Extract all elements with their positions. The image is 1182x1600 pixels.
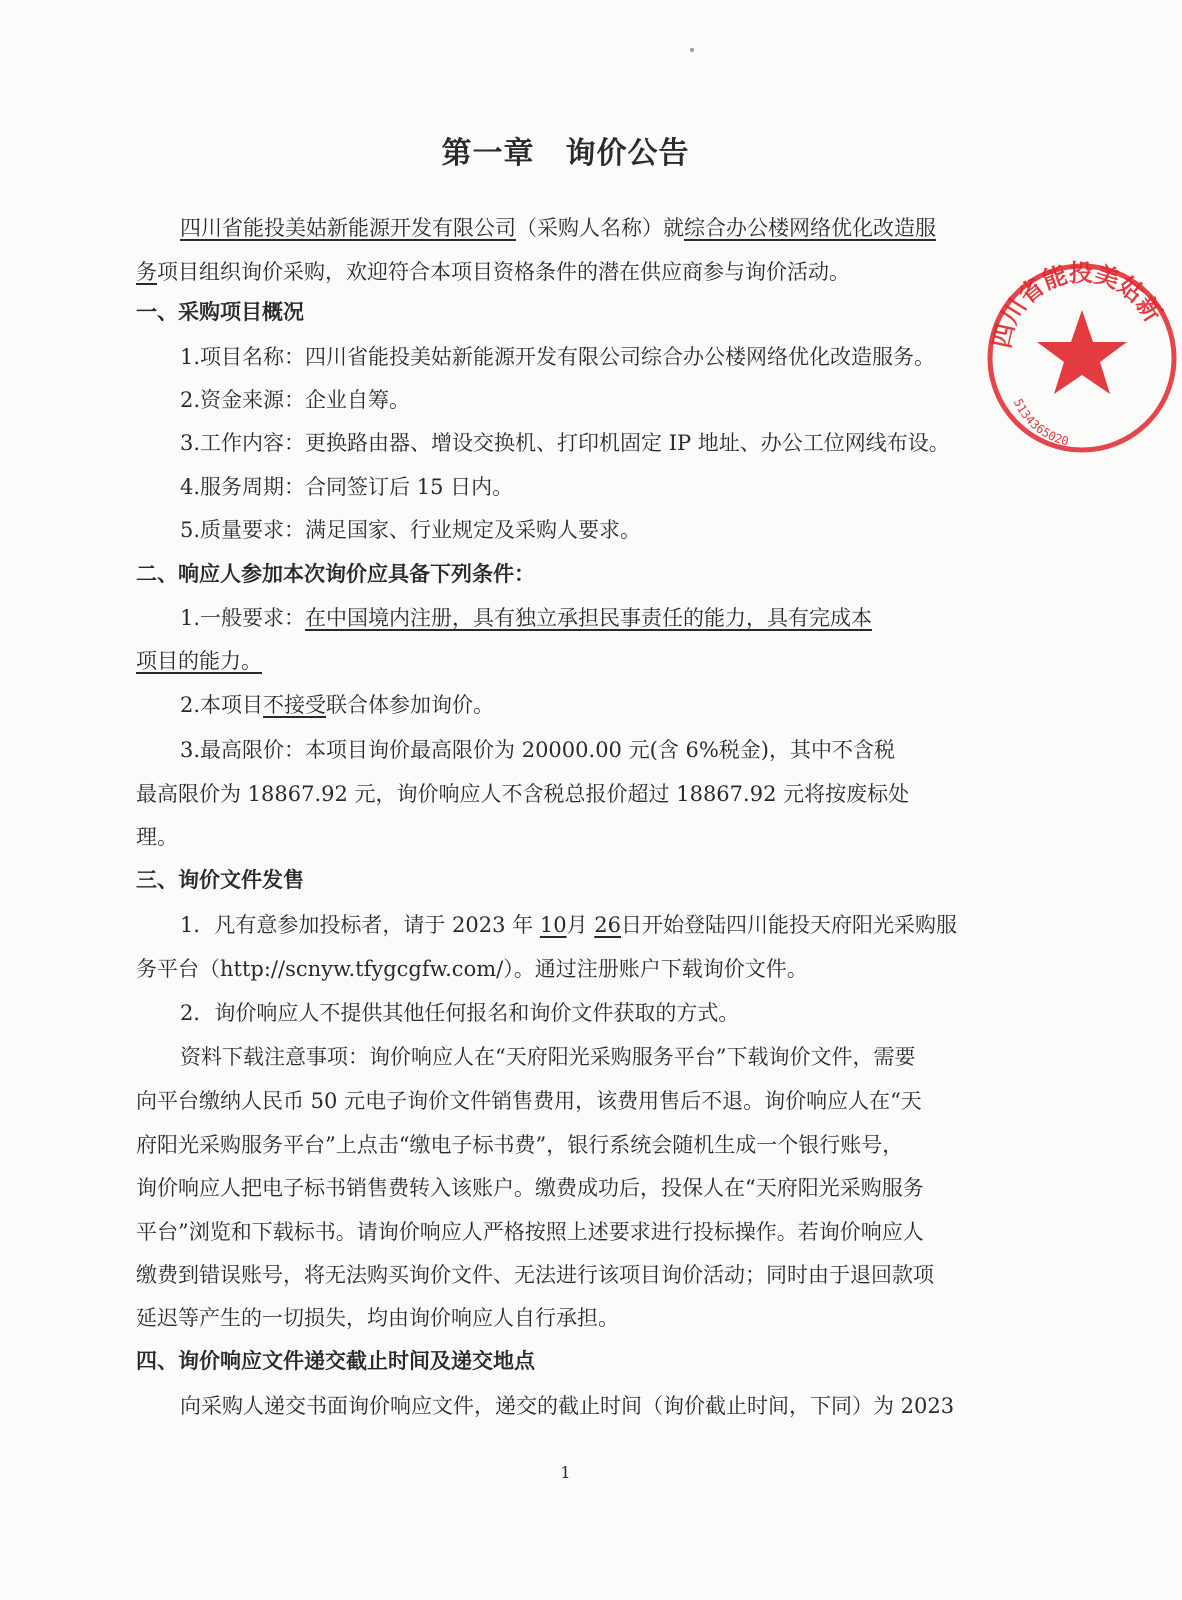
s3-item-1-line-2: 务平台（http://scnyw.tfygcgfw.com/）。通过注册账户下载询价文件。 <box>136 957 808 981</box>
s2-item-3-line-3: 理。 <box>136 825 178 849</box>
s1-item-2: 2.资金来源：企业自筹。 <box>180 388 411 412</box>
start-day: 26 <box>594 913 621 937</box>
s3-note-line-5: 平台”浏览和下载标书。请询价响应人严格按照上述要求进行投标操作。若询价响应人 <box>136 1220 924 1244</box>
intro-text: （采购人名称）就 <box>516 216 684 240</box>
s3-note-line-6: 缴费到错误账号，将无法购买询价文件、无法进行该项目询价活动；同时由于退回款项 <box>136 1263 934 1287</box>
s3-note-line-3: 府阳光采购服务平台”上点击“缴电子标书费”，银行系统会随机生成一个银行账号， <box>136 1133 904 1157</box>
s2-item-1-cont <box>136 651 262 672</box>
scan-speck <box>690 48 694 52</box>
chapter-title: 第一章 询价公告 <box>441 136 690 171</box>
seal-star-icon <box>1037 310 1127 394</box>
s2-item-1 <box>180 608 872 629</box>
s2-item-3-line-2: 最高限价为 18867.92 元，询价响应人不含税总报价超过 18867.92 元将按废标处 <box>136 782 910 806</box>
seal-top-text: 四川省能投美姑新 <box>987 258 1168 351</box>
s3-note-line-4: 询价响应人把电子标书销售费转入该账户。缴费成功后，投保人在“天府阳光采购服务 <box>136 1176 924 1200</box>
intro-text-2: 项目组织询价采购，欢迎符合本项目资格条件的潜在供应商参与询价活动。 <box>157 260 850 284</box>
section-1-heading: 一、采购项目概况 <box>136 300 304 324</box>
section-2-heading: 二、响应人参加本次询价应具备下列条件： <box>136 562 535 586</box>
s2-item-2-underlined: 不接受 <box>263 693 327 717</box>
project-name: 综合办公楼网络优化改造服 <box>684 216 936 240</box>
s3-month-label: 月 <box>566 913 595 937</box>
s3-item-1-text-2: 日开始登陆四川能投天府阳光采购服 <box>621 913 957 937</box>
s1-item-5: 5.质量要求：满足国家、行业规定及采购人要求。 <box>180 518 642 542</box>
s2-item-1-requirement: 在中国境内注册，具有独立承担民事责任的能力，具有完成本 <box>305 606 873 630</box>
s2-item-3-line-1: 3.最高限价：本项目询价最高限价为 20000.00 元(含 6%税金)，其中不含税 <box>180 738 895 762</box>
s4-line-1: 向采购人递交书面询价响应文件，递交的截止时间（询价截止时间，下同）为 2023 <box>180 1394 955 1418</box>
s2-item-2-label: 2.本项目 <box>180 693 264 717</box>
s3-item-1 <box>180 915 957 936</box>
s2-item-1-requirement-cont: 项目的能力。 <box>136 649 262 673</box>
purchaser-name: 四川省能投美姑新能源开发有限公司 <box>180 216 516 240</box>
start-month: 10 <box>539 913 567 937</box>
seal-code-text: 5134365020 <box>1010 396 1071 449</box>
intro-line-1 <box>180 218 936 239</box>
s1-item-1: 1.项目名称：四川省能投美姑新能源开发有限公司综合办公楼网络优化改造服务。 <box>180 345 936 369</box>
s2-item-2-text: 联合体参加询价。 <box>326 693 495 717</box>
s1-item-4: 4.服务周期：合同签订后 15 日内。 <box>180 475 514 499</box>
s3-note-line-7: 延迟等产生的一切损失，均由询价响应人自行承担。 <box>136 1306 619 1330</box>
s3-note-line-2: 向平台缴纳人民币 50 元电子询价文件销售费用，该费用售后不退。询价响应人在“天 <box>136 1089 922 1113</box>
intro-line-2 <box>136 262 850 283</box>
s3-item-1-text: 1．凡有意参加投标者，请于 2023 年 <box>180 913 540 937</box>
project-name-cont: 务 <box>136 260 157 284</box>
section-3-heading: 三、询价文件发售 <box>136 868 304 892</box>
section-4-heading: 四、询价响应文件递交截止时间及递交地点 <box>136 1349 535 1373</box>
official-seal-stamp <box>982 258 1182 458</box>
s2-item-1-label: 1.一般要求： <box>180 606 306 630</box>
s2-item-2 <box>180 695 494 716</box>
s3-item-2: 2．询价响应人不提供其他任何报名和询价文件获取的方式。 <box>180 1001 740 1025</box>
s3-note-line-1: 资料下载注意事项：询价响应人在“天府阳光采购服务平台”下载询价文件，需要 <box>180 1045 916 1069</box>
s1-item-3: 3.工作内容：更换路由器、增设交换机、打印机固定 IP 地址、办公工位网线布设。 <box>180 431 950 455</box>
page-number: 1 <box>560 1463 571 1482</box>
